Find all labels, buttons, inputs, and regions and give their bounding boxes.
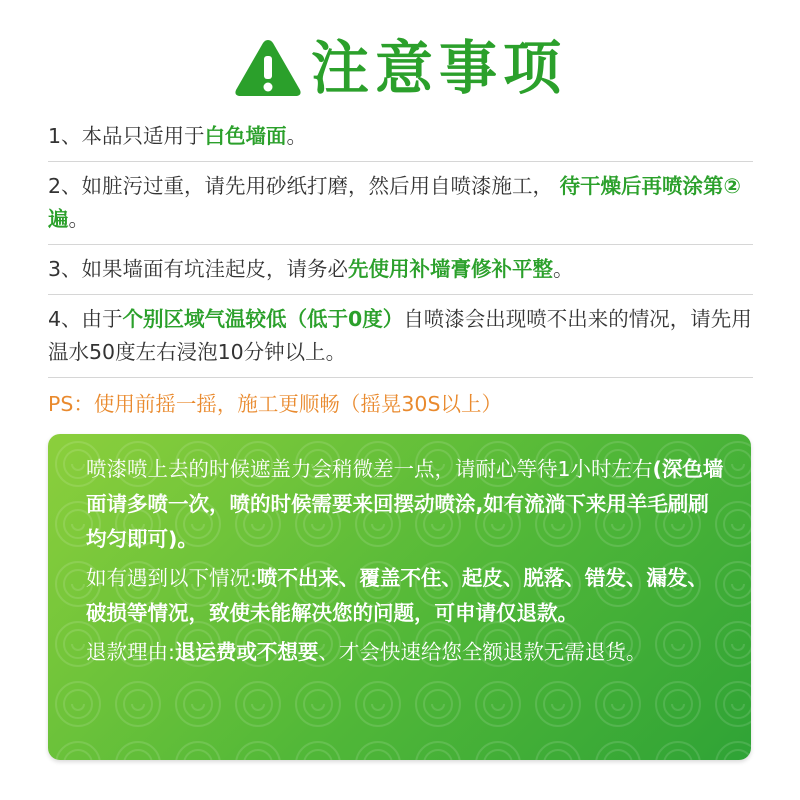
notice-item-3 [48,245,753,295]
notice-item-2 [48,162,753,245]
item-tail: 。 [286,124,308,148]
item-highlight: 个别区域气温较低（低于0度） [122,307,404,331]
panel-p1-bold: (深色墙面请多喷一次，喷的时候需要来回摆动喷涂,如有流淌下来用羊毛刷刷均匀即可)。 [86,457,724,551]
panel-p3-normal: 退款理由: [86,640,175,664]
info-panel [48,434,751,760]
panel-text [86,452,726,674]
item-highlight: 白色墙面 [204,124,287,148]
item-highlight: 先使用补墙膏修补平整 [348,257,554,281]
title-row [0,28,800,108]
page-title: 注意事项 [310,34,567,102]
panel-paragraph-2 [86,561,726,631]
ps-note: PS：使用前摇一摇，施工更顺畅（摇晃30S以上） [48,392,502,416]
item-tail: 。 [68,207,89,231]
item-tail: 。 [553,257,574,281]
item-text: 如果墙面有坑洼起皮，请务必 [81,257,349,281]
panel-paragraph-3 [86,635,726,670]
panel-p3-tail: 、才会快速给您全额退款无需退货。 [318,640,647,664]
item-text: 由于 [81,307,123,331]
panel-p2-bold: 喷不出来、覆盖不住、起皮、脱落、错发、漏发、破损等情况，致使未能解决您的问题，可申请仅退款。 [86,566,708,625]
item-text: 如脏污过重，请先用砂纸打磨，然后用自喷漆施工， [81,174,560,198]
panel-paragraph-1 [86,452,726,557]
notice-item-4 [48,295,753,378]
item-text: 本品只适用于 [81,124,205,148]
notice-list [48,112,753,378]
item-tail: 自喷漆会出现喷不出来的情况，请先用温水50度左右浸泡10分钟以上。 [48,307,752,364]
panel-p1-normal: 喷漆喷上去的时候遮盖力会稍微差一点，请耐心等待1小时左右 [86,457,653,481]
item-number: 2、 [48,174,82,198]
item-highlight: 待干燥后再喷涂第②遍 [48,174,741,231]
notice-item-1 [48,112,753,162]
item-number: 3、 [48,257,82,281]
item-number: 1、 [48,124,82,148]
item-number: 4、 [48,307,82,331]
warning-triangle-icon [233,37,303,99]
panel-p3-bold: 退运费或不想要 [174,640,319,664]
panel-p2-normal: 如有遇到以下情况: [86,566,257,590]
